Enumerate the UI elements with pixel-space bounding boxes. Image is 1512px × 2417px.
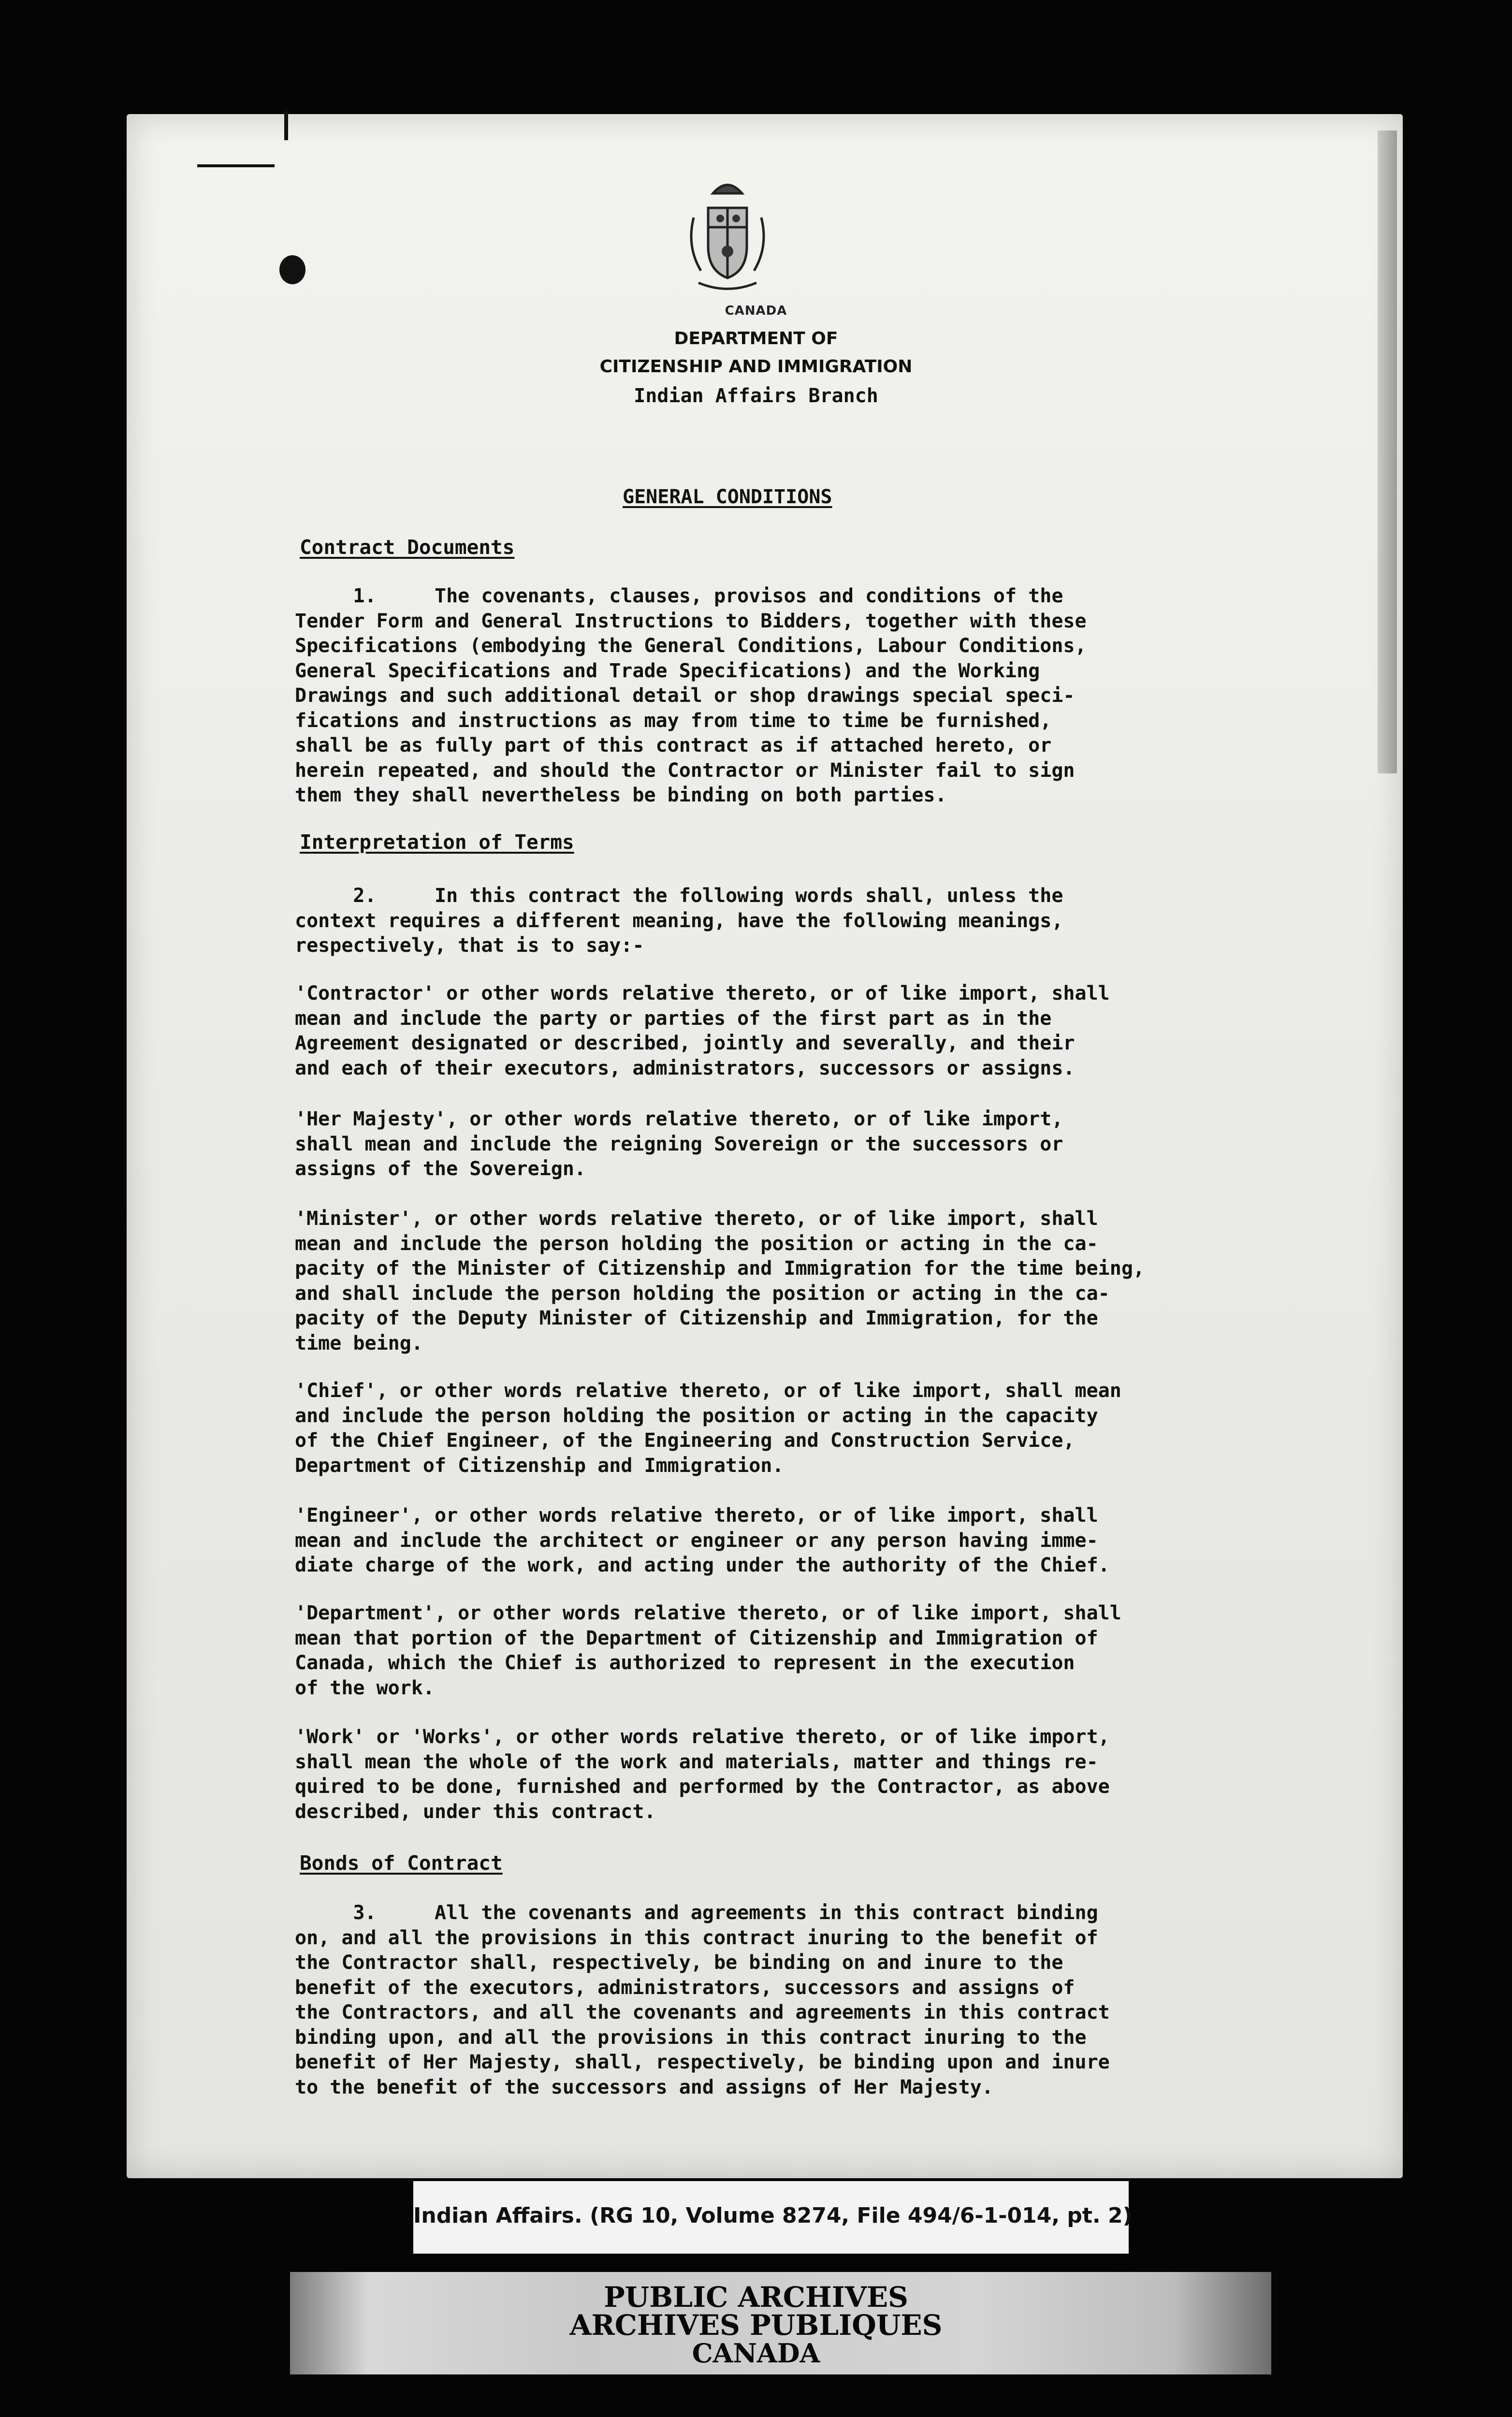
punch-hole [279, 255, 305, 284]
text-line: 'Engineer', or other words relative thereto, or of like import, shall [295, 1504, 1098, 1527]
definition-her-majesty [295, 1107, 1358, 1182]
text-line: respectively, that is to say:- [295, 934, 644, 957]
text-line: herein repeated, and should the Contractor or Minister fail to sign [295, 759, 1075, 782]
text-line: and each of their executors, administrators, successors or assigns. [295, 1057, 1075, 1079]
text-line: 1. The covenants, clauses, provisos and conditions of the [295, 585, 1063, 607]
text-line: 3. All the covenants and agreements in this contract binding [295, 1902, 1098, 1924]
text-line: binding upon, and all the provisions in this contract inuring to the [295, 2026, 1087, 2049]
text-line: mean that portion of the Department of Citizenship and Immigration of [295, 1627, 1098, 1649]
clause-3-paragraph [295, 1901, 1358, 2100]
text-line: shall mean the whole of the work and materials, matter and things re- [295, 1750, 1098, 1773]
text-line: described, under this contract. [295, 1800, 656, 1823]
text-line: pacity of the Deputy Minister of Citizenship and Immigration, for the [295, 1307, 1098, 1329]
text-line: on, and all the provisions in this contract inuring to the benefit of [295, 1926, 1098, 1949]
text-line: benefit of the executors, administrators, successors and assigns of [295, 1976, 1075, 1999]
text-line: diate charge of the work, and acting under the authority of the Chief. [295, 1554, 1110, 1576]
text-line: 'Chief', or other words relative thereto, or of like import, shall mean [295, 1380, 1121, 1402]
text-line: pacity of the Minister of Citizenship and Immigration for the time being, [295, 1257, 1145, 1280]
letterhead-department-line2: CITIZENSHIP AND IMMIGRATION [599, 357, 913, 377]
text-line: and include the person holding the position or acting in the capacity [295, 1404, 1098, 1427]
text-line: mean and include the party or parties of the first part as in the [295, 1007, 1052, 1030]
archive-stamp-line2: ARCHIVES PUBLIQUES [569, 2309, 943, 2342]
text-line: shall be as fully part of this contract as if attached hereto, or [295, 734, 1052, 757]
archive-stamp-line3: CANADA [692, 2338, 820, 2369]
page-edge-shadow [1378, 131, 1397, 773]
text-line: assigns of the Sovereign. [295, 1158, 586, 1180]
margin-mark [197, 164, 275, 167]
text-line: 2. In this contract the following words shall, unless the [295, 885, 1063, 907]
text-line: the Contractors, and all the covenants and agreements in this contract [295, 2001, 1110, 2024]
section-heading-bonds: Bonds of Contract [300, 1851, 503, 1875]
text-line: Canada, which the Chief is authorized to represent in the execution [295, 1652, 1075, 1674]
text-line: quired to be done, furnished and performed by the Contractor, as above [295, 1776, 1110, 1798]
section-heading-contract-documents: Contract Documents [300, 536, 515, 559]
letterhead-branch: Indian Affairs Branch [634, 385, 878, 407]
document-title: GENERAL CONDITIONS [623, 486, 832, 508]
definition-contractor [295, 981, 1358, 1081]
text-line: fications and instructions as may from time to time be furnished, [295, 709, 1052, 732]
archive-reference-label [413, 2181, 1133, 2254]
text-line: them they shall nevertheless be binding on both parties. [295, 784, 947, 806]
text-line: the Contractor shall, respectively, be binding on and inure to the [295, 1951, 1063, 1974]
text-line: General Specifications and Trade Specifications) and the Working [295, 659, 1040, 682]
text-line: Tender Form and General Instructions to Bidders, together with these [295, 610, 1087, 632]
text-line: mean and include the person holding the position or acting in the ca- [295, 1232, 1098, 1255]
text-line: to the benefit of the successors and assigns of Her Majesty. [295, 2076, 993, 2098]
text-line: Agreement designated or described, jointly and severally, and their [295, 1032, 1075, 1054]
definition-minister [295, 1207, 1358, 1356]
text-line: Specifications (embodying the General Conditions, Labour Conditions, [295, 635, 1087, 657]
margin-mark [284, 111, 288, 140]
coat-of-arms-icon [679, 174, 776, 295]
clause-1-paragraph [295, 584, 1358, 808]
definition-work [295, 1725, 1358, 1824]
text-line: Drawings and such additional detail or shop drawings special speci- [295, 684, 1075, 707]
archive-stamp-line1: PUBLIC ARCHIVES [604, 2281, 908, 2314]
definition-engineer [295, 1503, 1358, 1578]
text-line: shall mean and include the reigning Sovereign or the successors or [295, 1133, 1063, 1155]
definition-chief [295, 1379, 1358, 1478]
text-line: 'Work' or 'Works', or other words relative thereto, or of like import, [295, 1726, 1110, 1748]
archive-reference-text: Indian Affairs. (RG 10, Volume 8274, File 494/6-1-014, pt. 2) [413, 2203, 1133, 2228]
text-line: time being. [295, 1332, 423, 1354]
text-line: 'Department', or other words relative thereto, or of like import, shall [295, 1602, 1121, 1624]
text-line: benefit of Her Majesty, shall, respectively, be binding upon and inure [295, 2051, 1110, 2073]
text-line: of the Chief Engineer, of the Engineering and Construction Service, [295, 1429, 1075, 1452]
text-line: 'Contractor' or other words relative thereto, or of like import, shall [295, 982, 1110, 1005]
text-line: Department of Citizenship and Immigration. [295, 1454, 784, 1477]
text-line: of the work. [295, 1676, 435, 1699]
section-heading-interpretation: Interpretation of Terms [300, 830, 574, 854]
text-line: context requires a different meaning, have the following meanings, [295, 909, 1063, 932]
text-line: mean and include the architect or engineer or any person having imme- [295, 1529, 1098, 1552]
clause-2-intro-paragraph [295, 884, 1358, 959]
text-line: 'Minister', or other words relative thereto, or of like import, shall [295, 1208, 1098, 1230]
definition-department [295, 1601, 1358, 1701]
text-line: 'Her Majesty', or other words relative thereto, or of like import, [295, 1108, 1063, 1130]
letterhead-department-line1: DEPARTMENT OF [674, 329, 838, 349]
text-line: and shall include the person holding the position or acting in the ca- [295, 1282, 1110, 1305]
letterhead-country: CANADA [725, 304, 787, 318]
